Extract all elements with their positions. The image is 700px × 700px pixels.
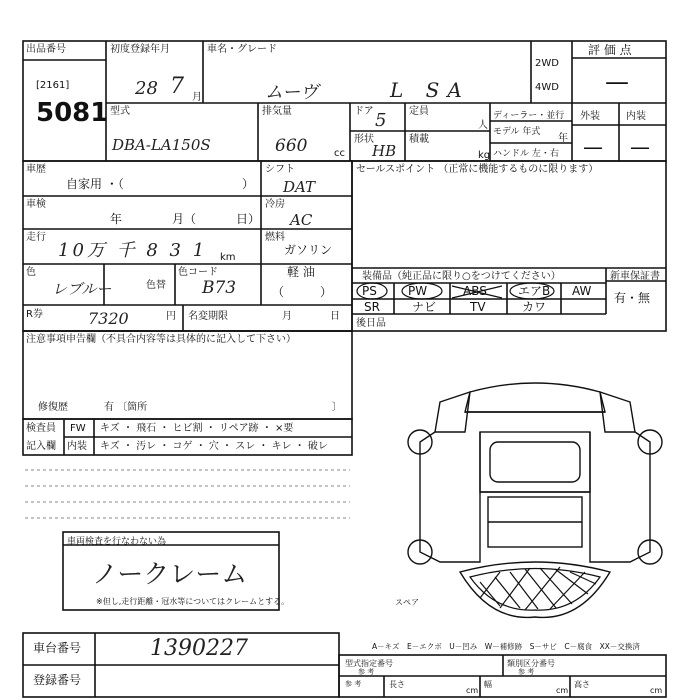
notes-label: 注意事項申告欄（不具合内容等は具体的に記入して下さい） (26, 334, 296, 345)
length-unit: cm (466, 686, 479, 695)
model-value: DBA-LA150S (112, 136, 211, 154)
chassis-label: 車台番号 (33, 641, 82, 655)
shape-label: 形状 (354, 134, 374, 145)
capacity-unit: 人 (478, 120, 488, 131)
name-change-label: 名変期限 (188, 311, 228, 322)
type-designation-label: 型式指定番号 (345, 659, 393, 668)
first-reg-year: 28 (135, 78, 158, 99)
inspection-day: 日） (236, 212, 261, 226)
checker-label-1: 検査員 (26, 423, 56, 434)
month-unit: 月 (192, 92, 202, 103)
first-reg-month: 7 (170, 74, 184, 99)
damage-legend: A－キズ E－エクボ U－凹み W－補修跡 S－サビ C－腐食 XX－交換済 (372, 642, 640, 651)
registration-label: 登録番号 (33, 673, 82, 687)
equip-aw: AW (572, 284, 592, 298)
displacement-label: 排気量 (262, 106, 292, 117)
height-label: 高さ (574, 680, 590, 689)
equip-tv: TV (470, 300, 486, 314)
checker-row2-text: キズ ・ 汚レ ・ コゲ ・ 穴 ・ スレ ・ キレ ・ 破レ (100, 441, 328, 452)
car-grade: L SA (390, 78, 470, 102)
dealer-label: ディーラー・並行 (493, 111, 565, 121)
history-value: 自家用 ・（ (66, 177, 124, 191)
exterior-value: — (583, 135, 603, 159)
car-name: ムーヴ (265, 82, 319, 103)
lot-code: [2161] (36, 80, 70, 91)
type-designation-ref: 参 考 (358, 668, 375, 676)
doors-value: 5 (375, 110, 387, 131)
inspection-year: 年 (110, 212, 123, 226)
claim-header: 車両検査を行なわない為 (67, 537, 167, 547)
height-unit: cm (650, 686, 663, 695)
cc-unit: cc (334, 148, 345, 159)
drive-4wd: 4WD (535, 82, 559, 93)
category-ref: 参 考 (518, 668, 535, 676)
aircon-label: 冷房 (265, 199, 285, 210)
equipment-label: 装備品（純正品に限り○をつけてください） (362, 271, 561, 282)
shift-label: シフト (265, 164, 295, 175)
width-unit: cm (556, 686, 569, 695)
recycle-value: 7320 (88, 309, 129, 328)
equip-ps: PS (362, 284, 377, 298)
repair-label: 修復歴 (38, 402, 68, 413)
claim-body: ノークレーム (92, 560, 248, 590)
first-reg-label: 初度登録年月 (110, 44, 170, 55)
history-close: ） (242, 177, 255, 191)
color-code-value: B73 (202, 278, 237, 298)
equip-pw: PW (408, 284, 428, 298)
drive-2wd: 2WD (535, 58, 559, 69)
mileage-value: 10万 千 8 3 1 (58, 240, 208, 261)
interior-value: — (630, 135, 650, 159)
category-label: 類別区分番号 (507, 659, 555, 668)
equip-airbag: エアB (518, 284, 551, 298)
color-code-label: 色コード (178, 267, 218, 278)
fuel-diesel: 軽 油 (287, 265, 315, 279)
year-unit: 年 (558, 133, 568, 144)
equip-abs: ABS (463, 284, 487, 298)
checker-row2-head: 内装 (67, 441, 87, 452)
model-label: 型式 (110, 106, 130, 117)
recycle-unit: 円 (166, 311, 176, 322)
checker-row1-text: キズ ・ 飛石 ・ ヒビ割 ・ リペア跡 ・ ×要 (100, 423, 294, 434)
capacity-label: 定員 (409, 106, 429, 117)
checker-row1-head: FW (70, 423, 86, 434)
chassis-value: 1390227 (150, 636, 248, 661)
inspection-month: 月（ (172, 212, 197, 226)
car-diagram (400, 372, 670, 622)
history-label: 車歴 (26, 164, 46, 175)
score-label: 評 価 点 (588, 43, 632, 57)
spare-label: スペア (395, 598, 419, 607)
color-tint-label: 色替 (146, 280, 166, 291)
interior-label: 内装 (626, 111, 646, 122)
color-value: レブルー (52, 280, 112, 298)
fuel-label: 燃料 (265, 232, 285, 243)
color-label: 色 (26, 267, 36, 278)
equip-leather: カワ (522, 300, 547, 314)
model-year-label: モデル 年式 (493, 127, 541, 137)
repair-value: 有 〔箇所 (104, 402, 148, 413)
name-change-day: 日 (330, 311, 340, 322)
exterior-label: 外装 (580, 111, 600, 122)
mileage-unit: km (220, 252, 236, 263)
aircon-value: AC (290, 211, 313, 229)
displacement-value: 660 (275, 136, 308, 156)
load-label: 積載 (409, 134, 429, 145)
handle-label: ハンドル 左・右 (493, 149, 559, 159)
new-warranty-label: 新車保証書 (610, 271, 660, 282)
score-value: — (605, 68, 629, 96)
sales-point-label: セールスポイント （正常に機能するものに限ります） (356, 164, 599, 175)
doors-label: ドア (354, 106, 374, 117)
width-label: 幅 (484, 680, 492, 689)
dims-ref: 参 考 (345, 680, 362, 688)
equip-navi: ナビ (412, 300, 437, 314)
load-unit: kg (478, 150, 491, 161)
fuel-paren: （ ） (272, 285, 333, 299)
checker-label-2: 記入欄 (26, 441, 56, 452)
shape-value: HB (372, 142, 397, 160)
inspection-label: 車検 (26, 199, 46, 210)
length-label: 長さ (389, 680, 405, 689)
repair-close: 〕 (332, 402, 342, 413)
equip-sr: SR (364, 300, 380, 314)
lot-number: 5081 (36, 98, 109, 128)
later-label: 後日品 (356, 318, 386, 329)
new-warranty-value: 有・無 (614, 291, 651, 305)
mileage-label: 走行 (26, 232, 46, 243)
lot-label: 出品番号 (26, 44, 66, 55)
name-change-month: 月 (282, 311, 292, 322)
equipment-marks (352, 278, 612, 318)
fuel-gasoline: ガソリン (284, 243, 333, 257)
name-grade-label: 車名・グレード (207, 44, 277, 55)
recycle-label: R券 (26, 309, 43, 320)
shift-value: DAT (283, 178, 316, 196)
claim-footer: ※但し,走行距離・冠水等についてはクレームとする。 (96, 597, 290, 606)
